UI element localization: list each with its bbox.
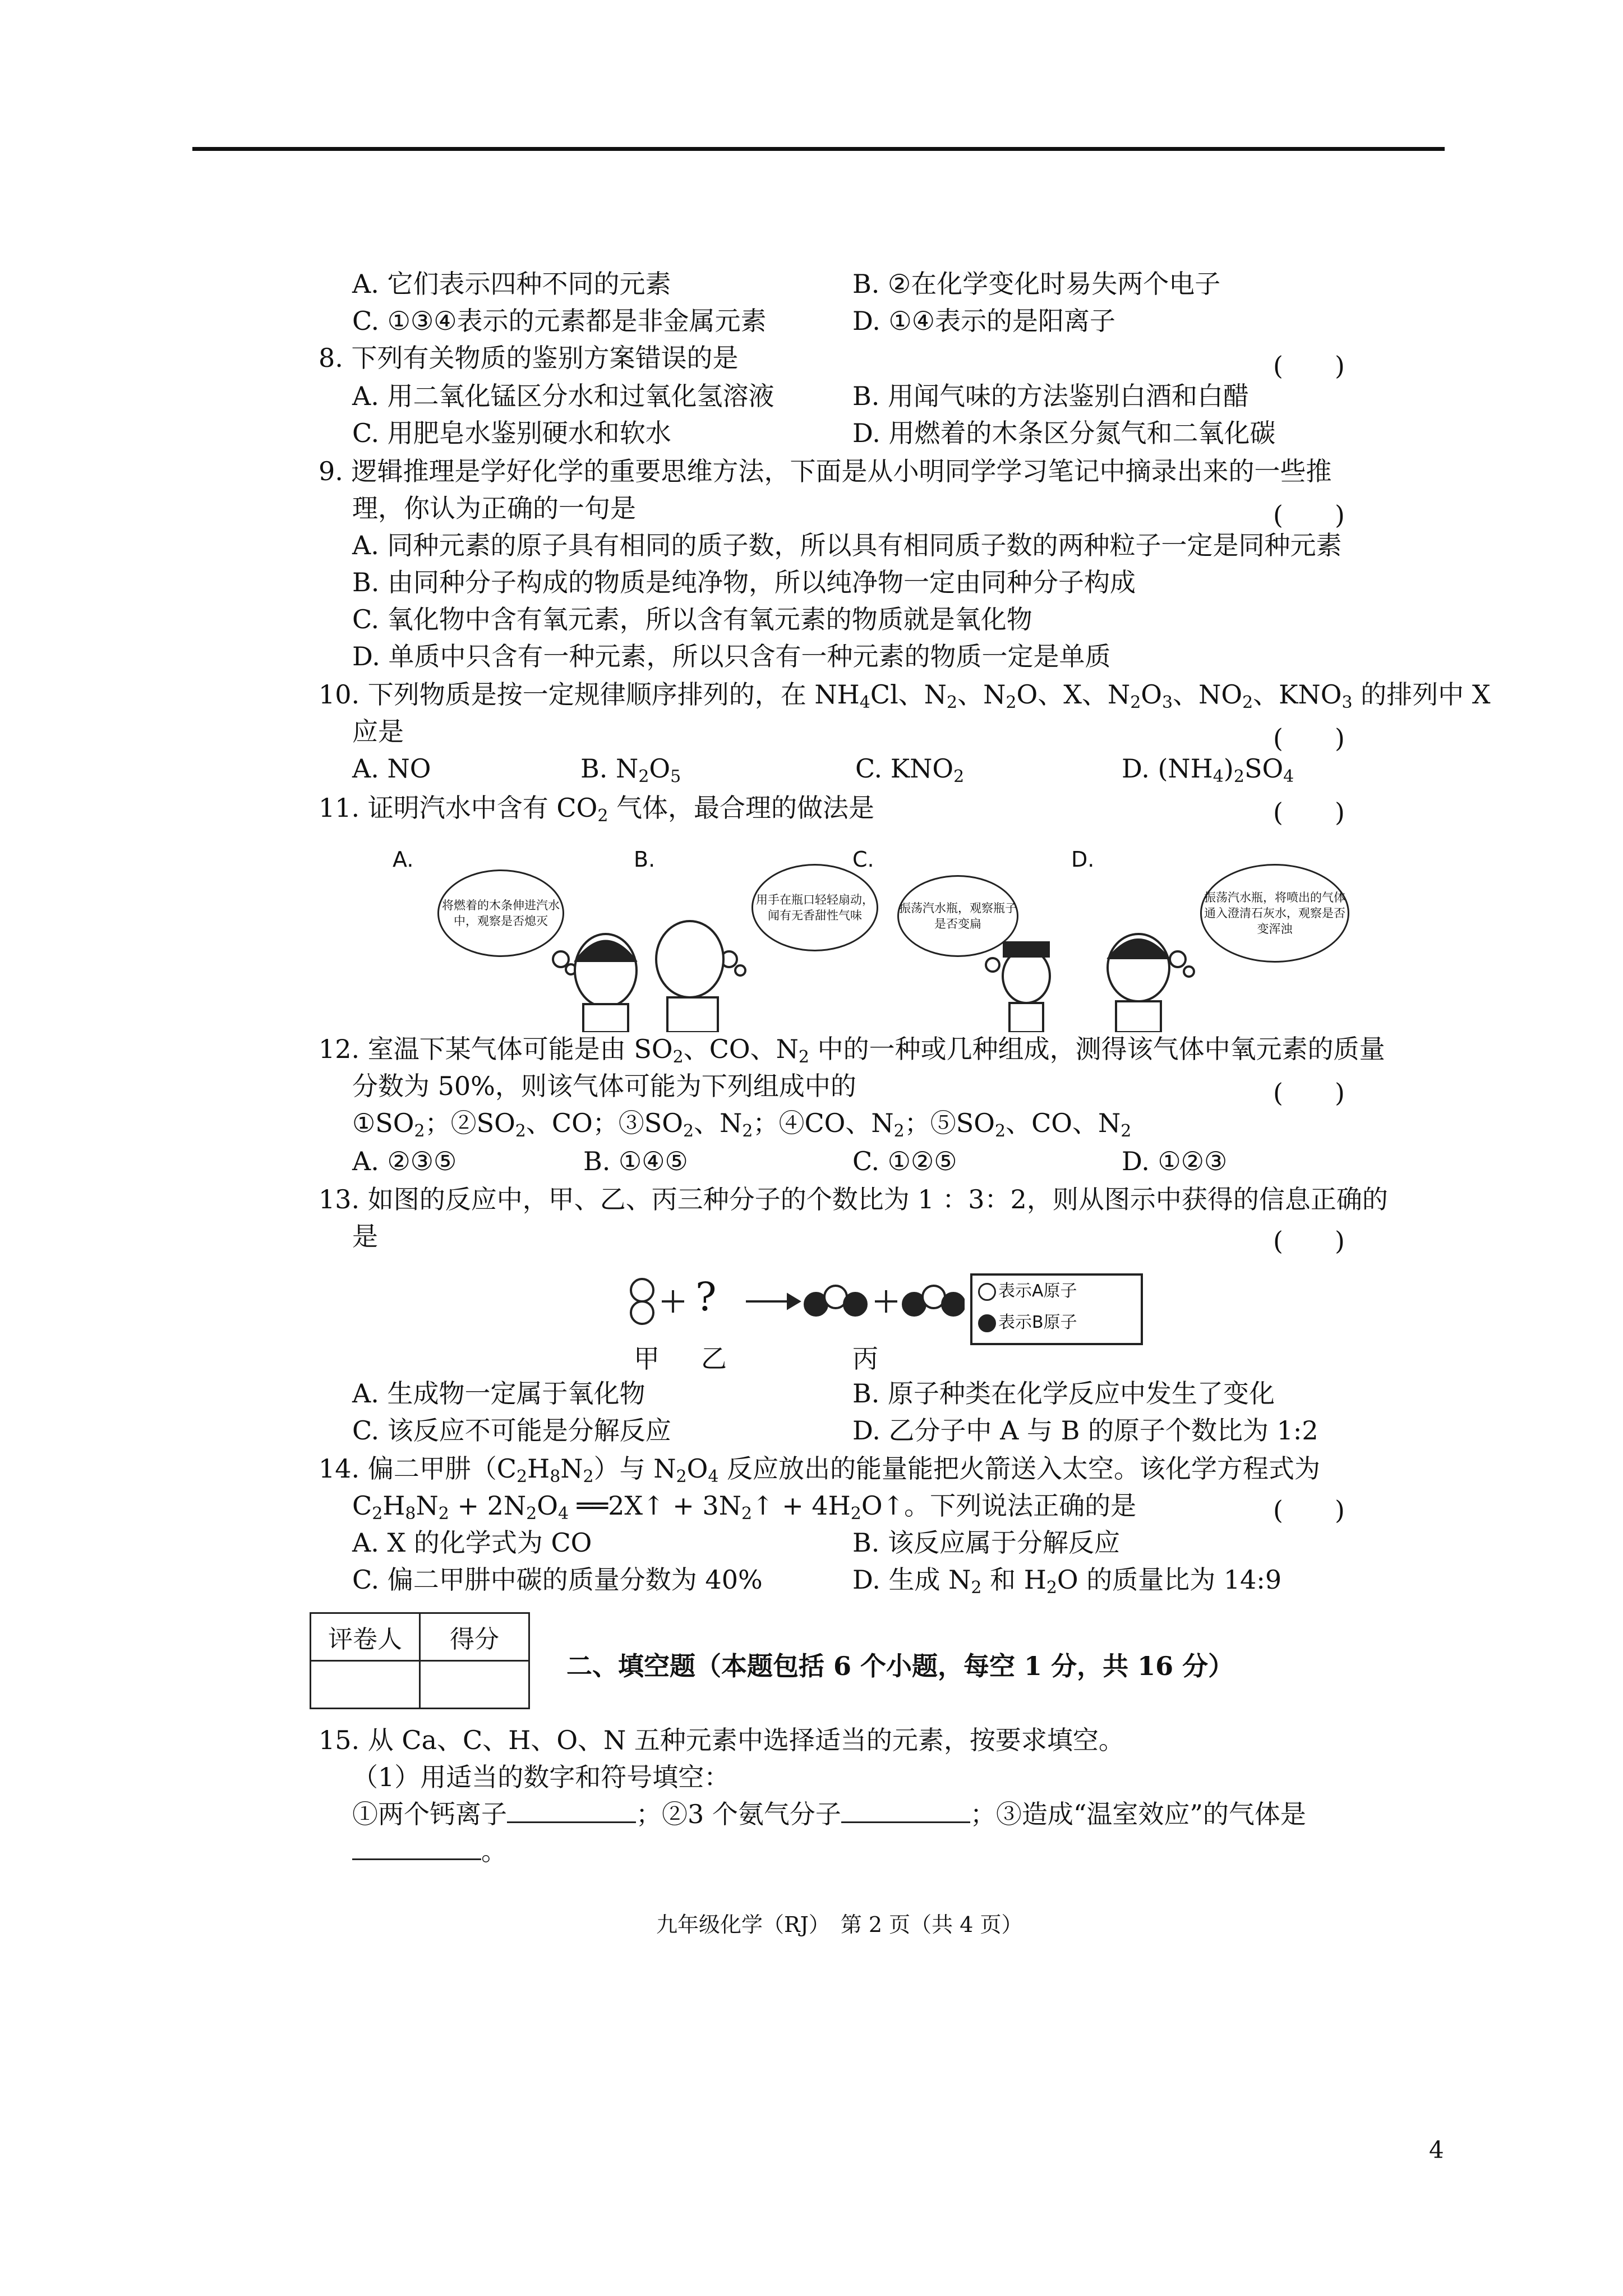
q15-sub1: （1）用适当的数字和符号填空： — [352, 1762, 730, 1792]
q13-legend-a: 表示A原子 — [972, 1276, 1141, 1307]
q11-bubble-a: 将燃着的木条伸进汽水中，观察是否熄灭 — [437, 869, 564, 957]
q13-reaction-svg — [617, 1268, 965, 1346]
q9-stem-line2: 理，你认为正确的一句是 — [352, 493, 636, 523]
q12-answer-paren: ( ) — [1273, 1078, 1345, 1108]
q8-option-b: B. 用闻气味的方法鉴别白酒和白醋 — [852, 381, 1249, 411]
q13-option-d: D. 乙分子中 A 与 B 的原子个数比为 1:2 — [852, 1415, 1318, 1446]
q13-answer-paren: ( ) — [1273, 1226, 1345, 1256]
page-number: 4 — [1429, 2136, 1444, 2164]
q14-equation: $C_2H_8N_2 + 2N_2O_4$ ══2X↑ + $3N_2↑$ + $4H_2O↑$。下列说法正确的是 — [352, 1490, 1137, 1524]
q11-label-b: B. — [634, 847, 656, 872]
score-table-grader-header: 评卷人 — [311, 1613, 420, 1661]
score-table-score-cell[interactable] — [420, 1661, 529, 1709]
q7-option-a: A. 它们表示四种不同的元素 — [352, 269, 671, 299]
q13-option-a: A. 生成物一定属于氧化物 — [352, 1378, 645, 1409]
q10-option-d: D. $(NH_4)_2SO_4$ — [1122, 753, 1294, 786]
q8-stem: 8. 下列有关物质的鉴别方案错误的是 — [319, 343, 739, 373]
q13-label-jia: 甲 — [634, 1343, 660, 1374]
q8-option-a: A. 用二氧化锰区分水和过氧化氢溶液 — [352, 381, 774, 411]
q11-label-d: D. — [1071, 847, 1095, 872]
q13-option-b: B. 原子种类在化学反应中发生了变化 — [852, 1378, 1275, 1409]
section-2-heading: 二、填空题（本题包括 6 个小题，每空 1 分，共 16 分） — [566, 1651, 1234, 1681]
q11-illustration — [359, 847, 1391, 1032]
q13-legend — [970, 1273, 1143, 1345]
q9-option-b: B. 由同种分子构成的物质是纯净物，所以纯净物一定由同种分子构成 — [352, 567, 1136, 597]
q9-option-c: C. 氧化物中含有氧元素，所以含有氧元素的物质就是氧化物 — [352, 604, 1032, 634]
q14-answer-paren: ( ) — [1273, 1495, 1345, 1525]
q15-line1: ①两个钙离子 ；②3 个氨气分子 ；③造成“温室效应”的气体是 — [352, 1799, 1306, 1829]
q11-label-a: A. — [393, 847, 414, 872]
q7-option-b: B. ②在化学变化时易失两个电子 — [852, 269, 1221, 299]
q15-stem: 15. 从 Ca、C、H、O、N 五种元素中选择适当的元素，按要求填空。 — [319, 1725, 1124, 1755]
q12-option-b: B. ①④⑤ — [583, 1146, 688, 1176]
q8-answer-paren: ( ) — [1273, 351, 1345, 381]
q10-option-b: B. $N_2O_5$ — [580, 753, 681, 786]
q11-answer-paren: ( ) — [1273, 797, 1345, 827]
score-table-score-header: 得分 — [420, 1613, 529, 1661]
score-table — [310, 1612, 530, 1709]
header-rule — [192, 147, 1445, 151]
page-footer: 九年级化学（RJ） 第 2 页（共 4 页） — [656, 1912, 1023, 1937]
q12-stem-line2: 分数为 50%，则该气体可能为下列组成中的 — [352, 1071, 856, 1101]
q13-unknown-molecule: ? — [695, 1274, 717, 1320]
q12-option-c: C. ①②⑤ — [852, 1146, 957, 1176]
q13-label-bing: 丙 — [852, 1343, 878, 1374]
q13-option-c: C. 该反应不可能是分解反应 — [352, 1415, 671, 1446]
score-table-grader-cell[interactable] — [311, 1661, 420, 1709]
q11-bubble-d: 振荡汽水瓶，将喷出的气体通入澄清石灰水，观察是否变浑浊 — [1200, 864, 1349, 963]
q15-line2: 。 — [352, 1833, 507, 1869]
q13-label-yi: 乙 — [701, 1343, 727, 1374]
q10-stem-line2: 应是 — [352, 716, 404, 747]
q11-bubble-c: 振荡汽水瓶，观察瓶子是否变扁 — [897, 875, 1018, 957]
q9-answer-paren: ( ) — [1273, 500, 1345, 530]
q14-stem-line1: 14. 偏二甲肼$(C_2H_8N_2)$与 $N_2O_4$ 反应放出的能量能把火箭送入太空。该化学方程式为 — [319, 1453, 1321, 1487]
q15-blank-1[interactable] — [507, 1799, 636, 1823]
black-atom-icon — [978, 1314, 996, 1332]
q10-answer-paren: ( ) — [1273, 723, 1345, 753]
q10-option-c: C. $KNO_2$ — [855, 753, 965, 786]
q7-option-c: C. ①③④表示的元素都是非金属元素 — [352, 306, 767, 336]
q9-stem-line1: 9. 逻辑推理是学好化学的重要思维方法，下面是从小明同学学习笔记中摘录出来的一些推 — [319, 456, 1332, 486]
q7-option-d: D. ①④表示的是阳离子 — [852, 306, 1115, 336]
q12-stem-line1: 12. 室温下某气体可能是由 $SO_2$、CO、$N_2$ 中的一种或几种组成，测得该气体中氧元素的质量 — [319, 1034, 1385, 1067]
q13-stem-line1: 13. 如图的反应中，甲、乙、丙三种分子的个数比为 1 ：3：2，则从图示中获得的信息正确的 — [319, 1184, 1388, 1214]
q11-label-c: C. — [852, 847, 874, 872]
q14-option-a: A. X 的化学式为 CO — [352, 1527, 592, 1558]
q8-option-c: C. 用肥皂水鉴别硬水和软水 — [352, 418, 671, 448]
q8-option-d: D. 用燃着的木条区分氮气和二氧化碳 — [852, 418, 1276, 448]
q13-stem-line2: 是 — [352, 1221, 378, 1251]
q14-option-d: D. 生成 $N_2$ 和 $H_2O$ 的质量比为 14:9 — [852, 1565, 1282, 1598]
q10-option-a: A. NO — [352, 753, 431, 784]
q14-option-b: B. 该反应属于分解反应 — [852, 1527, 1121, 1558]
q12-combinations: $①SO_2$；$②SO_2$、CO；$③SO_2$、$N_2$；④CO、$N_2$；$⑤SO_2$、CO、$N_2$ — [352, 1108, 1132, 1141]
q9-option-d: D. 单质中只含有一种元素，所以只含有一种元素的物质一定是单质 — [352, 641, 1111, 671]
q11-cartoon-figures — [359, 847, 1391, 1032]
q15-blank-2[interactable] — [841, 1799, 970, 1823]
q11-stem: 11. 证明汽水中含有 $CO_2$ 气体，最合理的做法是 — [319, 793, 875, 826]
q12-option-d: D. ①②③ — [1122, 1146, 1228, 1176]
white-atom-icon — [978, 1283, 996, 1301]
q12-option-a: A. ②③⑤ — [352, 1146, 457, 1176]
q9-option-a: A. 同种元素的原子具有相同的质子数，所以具有相同质子数的两种粒子一定是同种元素 — [352, 530, 1342, 560]
q14-option-c: C. 偏二甲肼中碳的质量分数为 40% — [352, 1565, 763, 1595]
q11-bubble-b: 用手在瓶口轻轻扇动，闻有无香甜性气味 — [751, 864, 878, 951]
q15-blank-3[interactable] — [352, 1836, 481, 1860]
q10-stem-line1: 10. 下列物质是按一定规律顺序排列的，在 $NH_4Cl$、$N_2$、$N_2O$、X、$N_2O_3$、$NO_2$、$KNO_3$ 的排列中 X — [319, 679, 1491, 712]
q13-legend-b: 表示B原子 — [972, 1307, 1141, 1338]
